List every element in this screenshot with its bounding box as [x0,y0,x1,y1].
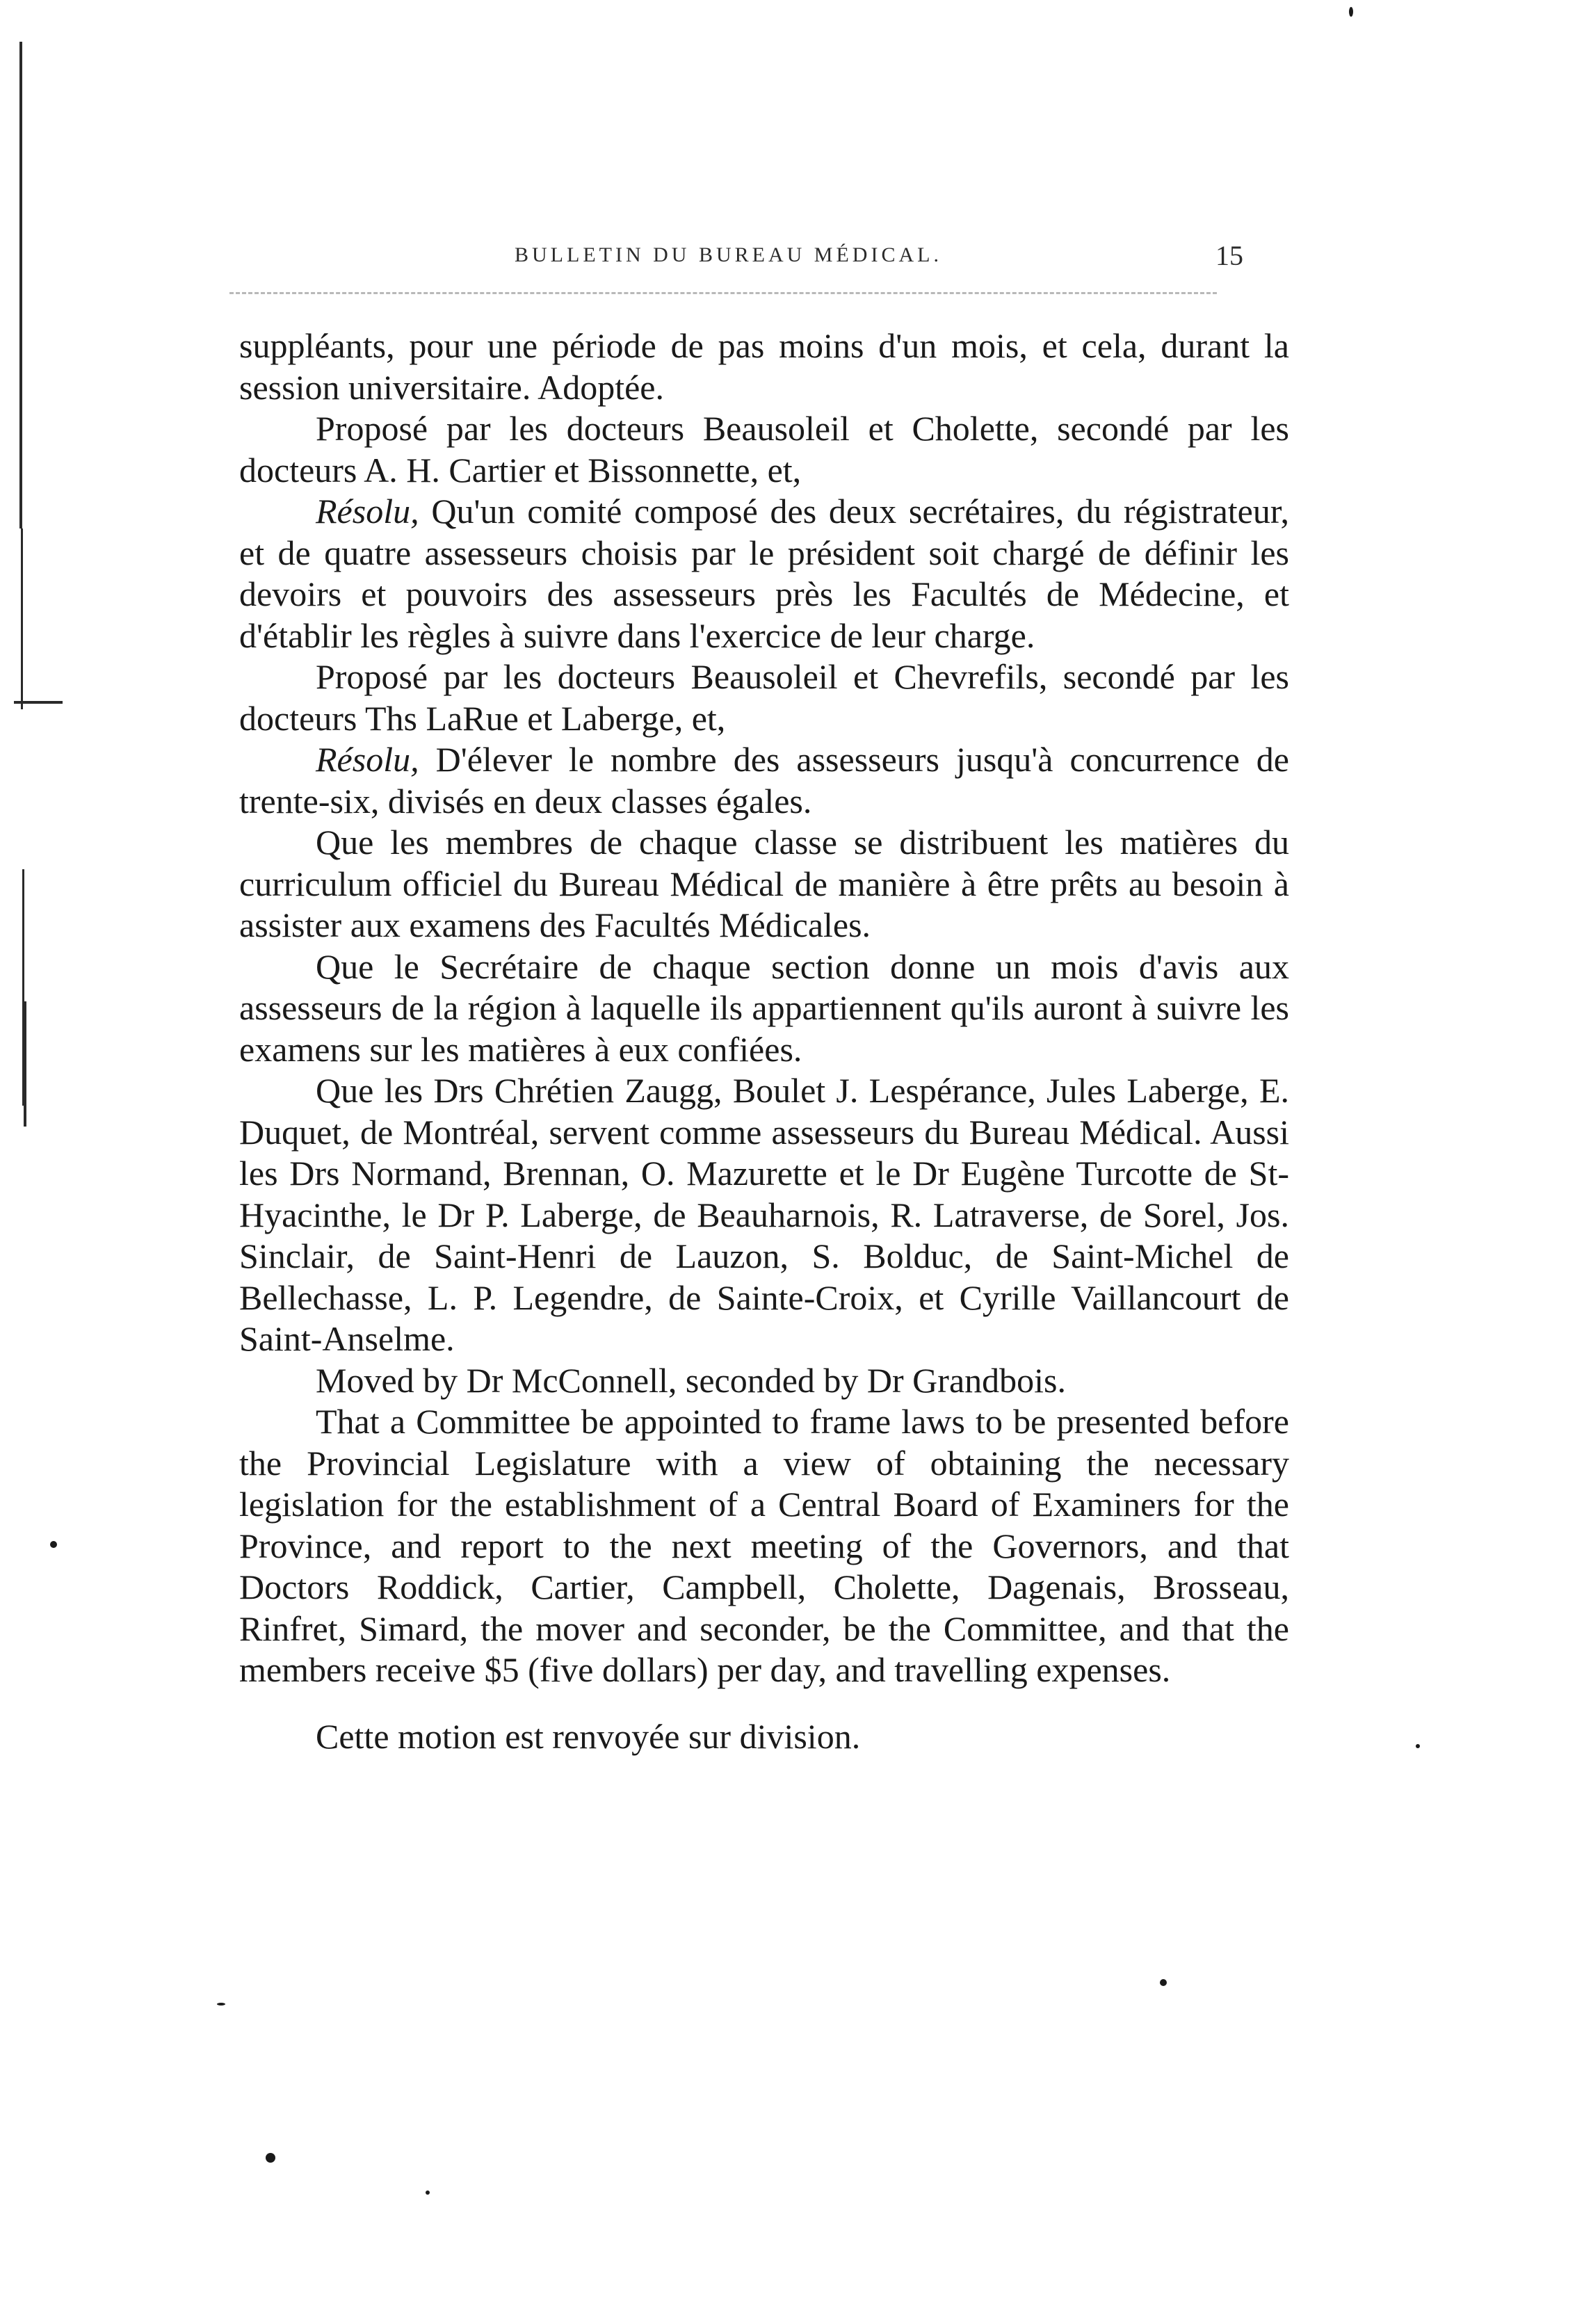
binding-edge-tick [14,701,63,704]
paragraph: suppléants, pour une période de pas moins d'un mois, et cela, durant la session universitaire. Adoptée. [239,326,1289,407]
ink-speck [1416,1744,1420,1748]
ink-speck [266,2153,275,2163]
paragraph: Moved by Dr McConnell, seconded by Dr Grandbois. [316,1360,1066,1400]
ink-speck [1160,1979,1167,1986]
body-text [239,325,1289,1757]
paragraph: That a Committee be appointed to frame laws to be presented before the Provincial Legislature with a view of obtaining the necessary legislation for the establishment of a Central Board of Examiners for the Province, and report to the next meeting of the Governors, and that Doctors Roddick, Cartier, Campbell, Cholette, Dagenais, Brosseau, Rinfret, Simard, the mover and seconder, be the Committee, and that the members receive $5 (five dollars) per day, and travelling expenses. [239,1402,1289,1689]
paragraph: Que le Secrétaire de chaque section donne un mois d'avis aux assesseurs de la région à laquelle ils appartiennent qu'ils auront à suivre les examens sur les matières à eux confiées. [239,946,1289,1069]
paragraph: Que les Drs Chrétien Zaugg, Boulet J. Lespérance, Jules Laberge, E. Duquet, de Montréal, servent comme assesseurs du Bureau Médical. Aussi les Drs Normand, Brennan, O. Mazurette et le Dr Eugène Turcotte de St-Hyacinthe, le Dr P. Laberge, de Beauharnois, R. Latraverse, de Sorel, Jos. Sinclair, de Saint-Henri de Lauzon, S. Bolduc, de Saint-Michel de Bellechasse, L. P. Legendre, de Sainte-Croix, et Cyrille Vaillancourt de Saint-Anselme. [239,1071,1289,1358]
binding-edge-mark [19,42,22,528]
resolution-label: Résolu, [316,740,419,779]
ink-speck [217,2003,225,2006]
paragraph: Résolu, Qu'un comité composé des deux secrétaires, du régistrateur, et de quatre assesseurs choisis par le président soit chargé de définir les devoirs et pouvoirs des assesseurs près les Facultés de Médecine, et d'établir les règles à suivre dans l'exercice de leur charge. [239,492,1289,655]
ink-speck [1349,7,1353,17]
header-rule [229,292,1217,294]
paragraph: Que les membres de chaque classe se distribuent les matières du curriculum officiel du Bureau Médical de manière à être prêts au besoin à assister aux examens des Facultés Médicales. [239,823,1289,944]
ink-speck [426,2190,430,2195]
paragraph: Proposé par les docteurs Beausoleil et Cholette, secondé par les docteurs A. H. Cartier et Bissonnette, et, [239,409,1289,490]
binding-edge-mark [21,528,23,709]
paragraph: Cette motion est renvoyée sur division. [316,1716,861,1756]
running-title: BULLETIN DU BUREAU MÉDICAL. [515,243,942,266]
page-number: 15 [1215,240,1243,271]
paragraph: Résolu, D'élever le nombre des assesseurs jusqu'à concurrence de trente-six, divisés en deux classes égales. [239,740,1289,821]
resolution-label: Résolu, [316,492,419,531]
binding-edge-mark [24,1001,26,1127]
paragraph: Proposé par les docteurs Beausoleil et Chevrefils, secondé par les docteurs Ths LaRue et Laberge, et, [239,657,1289,738]
ink-speck [50,1541,57,1548]
